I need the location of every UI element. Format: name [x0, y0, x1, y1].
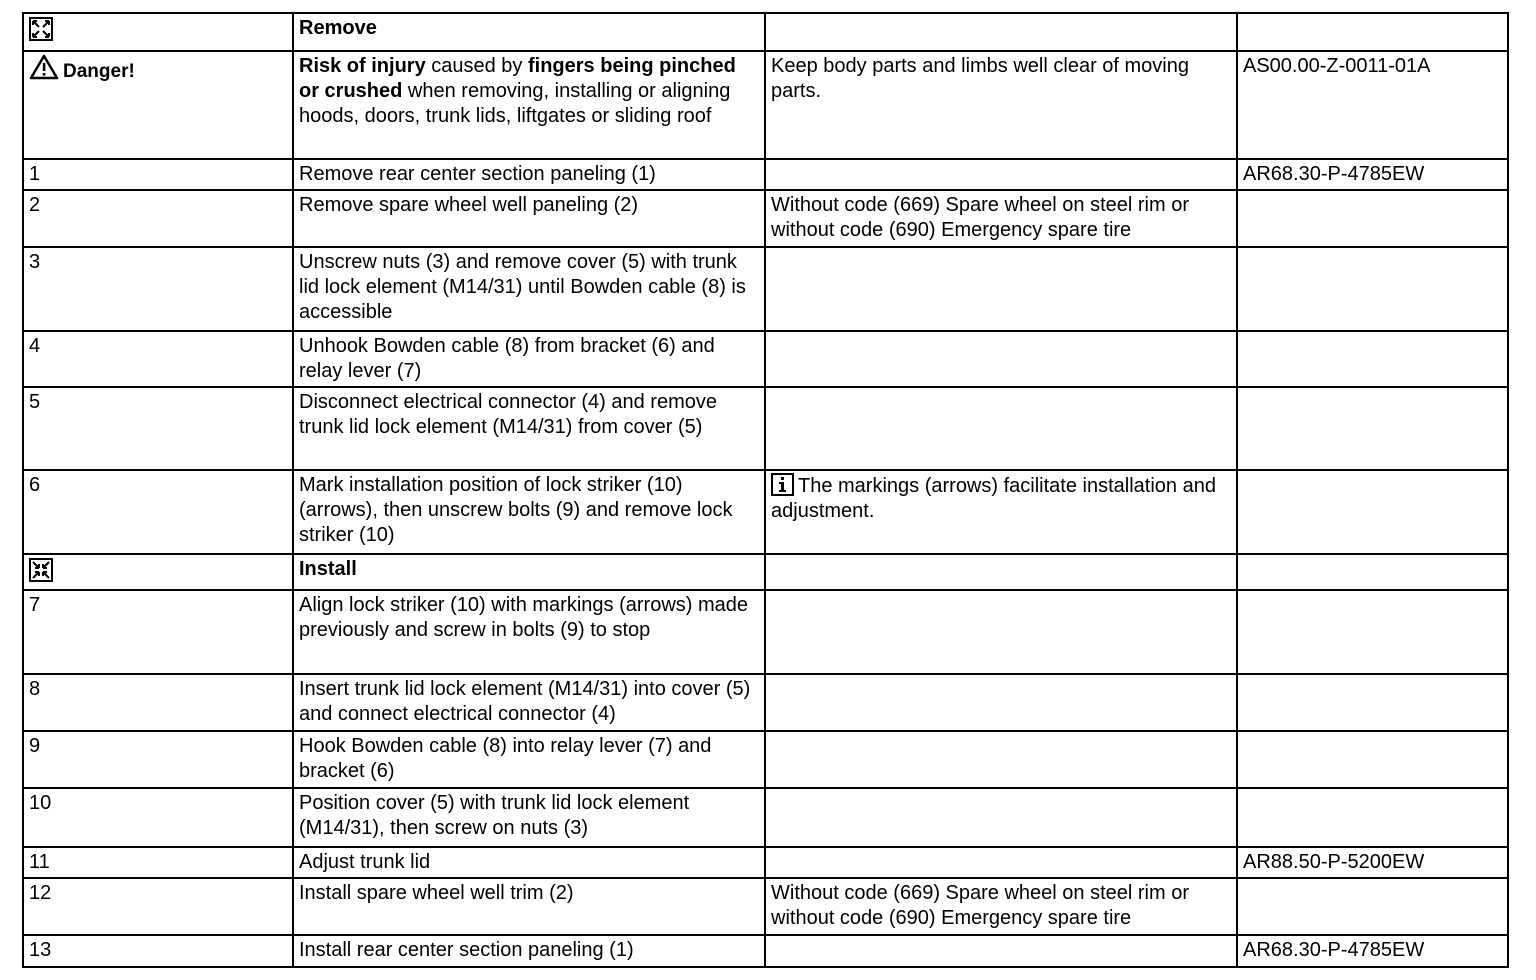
- step-reference: [1237, 674, 1508, 731]
- step-note: [765, 731, 1237, 788]
- step-reference: [1237, 590, 1508, 674]
- step-text: Position cover (5) with trunk lid lock element (M14/31), then screw on nuts (3): [293, 788, 765, 847]
- table-row: [23, 847, 1508, 878]
- table-row: [23, 159, 1508, 190]
- table-row: [23, 731, 1508, 788]
- step-text: Disconnect electrical connector (4) and remove trunk lid lock element (M14/31) from cover (5): [293, 387, 765, 470]
- step-note: The markings (arrows) facilitate installation and adjustment.: [771, 475, 1216, 522]
- empty-cell: [765, 554, 1237, 590]
- danger-label: Danger!: [63, 61, 135, 82]
- table-row: [23, 331, 1508, 387]
- step-note: [765, 387, 1237, 470]
- warning-triangle-icon: [29, 54, 59, 80]
- step-text: Install spare wheel well trim (2): [293, 878, 765, 935]
- danger-measure: Keep body parts and limbs well clear of moving parts.: [765, 51, 1237, 159]
- step-number: 8: [23, 674, 293, 731]
- table-row: [23, 878, 1508, 935]
- step-number: 5: [23, 387, 293, 470]
- step-reference: AR88.50-P-5200EW: [1237, 847, 1508, 878]
- section-icon-cell: [23, 13, 293, 51]
- step-number: 11: [23, 847, 293, 878]
- step-number: 3: [23, 247, 293, 331]
- danger-label-cell: [23, 51, 293, 159]
- step-reference: [1237, 387, 1508, 470]
- step-number: 7: [23, 590, 293, 674]
- empty-cell: [1237, 13, 1508, 51]
- risk-text-2: when removing, installing or aligning hoods, doors, trunk lids, liftgates or sliding roof: [299, 80, 731, 127]
- danger-row: [23, 51, 1508, 159]
- step-text: Unhook Bowden cable (8) from bracket (6) and relay lever (7): [293, 331, 765, 387]
- empty-cell: [765, 13, 1237, 51]
- step-text: Install rear center section paneling (1): [293, 935, 765, 967]
- table-row: [23, 470, 1508, 554]
- step-reference: AR68.30-P-4785EW: [1237, 935, 1508, 967]
- step-note: [765, 590, 1237, 674]
- step-reference: [1237, 470, 1508, 554]
- step-reference: [1237, 331, 1508, 387]
- step-text: Mark installation position of lock striker (10) (arrows), then unscrew bolts (9) and remove lock striker (10): [293, 470, 765, 554]
- section-title: Remove: [293, 13, 765, 51]
- step-text: Unscrew nuts (3) and remove cover (5) with trunk lid lock element (M14/31) until Bowden cable (8) is accessible: [293, 247, 765, 331]
- disassemble-icon: [29, 17, 53, 41]
- table-row: [23, 590, 1508, 674]
- step-reference: [1237, 247, 1508, 331]
- table-row: [23, 190, 1508, 247]
- step-text: Adjust trunk lid: [293, 847, 765, 878]
- step-number: 13: [23, 935, 293, 967]
- risk-bold-2: fingers being pinched or crushed: [299, 55, 736, 102]
- section-row-install: [23, 554, 1508, 590]
- step-text: Remove spare wheel well paneling (2): [293, 190, 765, 247]
- table-row: [23, 247, 1508, 331]
- step-number: 12: [23, 878, 293, 935]
- step-text: Insert trunk lid lock element (M14/31) into cover (5) and connect electrical connector (4): [293, 674, 765, 731]
- step-note: [765, 935, 1237, 967]
- step-note: [765, 788, 1237, 847]
- step-note: [765, 247, 1237, 331]
- step-number: 1: [23, 159, 293, 190]
- assemble-icon: [29, 558, 53, 582]
- step-note: [765, 847, 1237, 878]
- risk-bold-1: Risk of injury: [299, 55, 426, 77]
- step-reference: [1237, 731, 1508, 788]
- step-reference: AR68.30-P-4785EW: [1237, 159, 1508, 190]
- danger-risk-cell: [293, 51, 765, 159]
- step-note-cell: [765, 470, 1237, 554]
- step-number: 10: [23, 788, 293, 847]
- section-row-remove: [23, 13, 1508, 51]
- step-reference: [1237, 878, 1508, 935]
- step-number: 9: [23, 731, 293, 788]
- table-row: [23, 674, 1508, 731]
- procedure-table: [22, 12, 1509, 968]
- table-row: [23, 387, 1508, 470]
- table-row: [23, 935, 1508, 967]
- step-number: 2: [23, 190, 293, 247]
- risk-text-1: caused by: [425, 55, 528, 77]
- step-note: [765, 159, 1237, 190]
- step-text: Hook Bowden cable (8) into relay lever (7) and bracket (6): [293, 731, 765, 788]
- table-row: [23, 788, 1508, 847]
- step-note: Without code (669) Spare wheel on steel rim or without code (690) Emergency spare tire: [765, 190, 1237, 247]
- step-number: 6: [23, 470, 293, 554]
- step-text: Align lock striker (10) with markings (arrows) made previously and screw in bolts (9) to stop: [293, 590, 765, 674]
- step-note: [765, 331, 1237, 387]
- step-number: 4: [23, 331, 293, 387]
- step-reference: [1237, 190, 1508, 247]
- step-text: Remove rear center section paneling (1): [293, 159, 765, 190]
- section-icon-cell: [23, 554, 293, 590]
- step-reference: [1237, 788, 1508, 847]
- danger-reference: AS00.00-Z-0011-01A: [1237, 51, 1508, 159]
- empty-cell: [1237, 554, 1508, 590]
- step-note: Without code (669) Spare wheel on steel rim or without code (690) Emergency spare tire: [765, 878, 1237, 935]
- section-title: Install: [293, 554, 765, 590]
- step-note: [765, 674, 1237, 731]
- info-icon: [771, 473, 794, 496]
